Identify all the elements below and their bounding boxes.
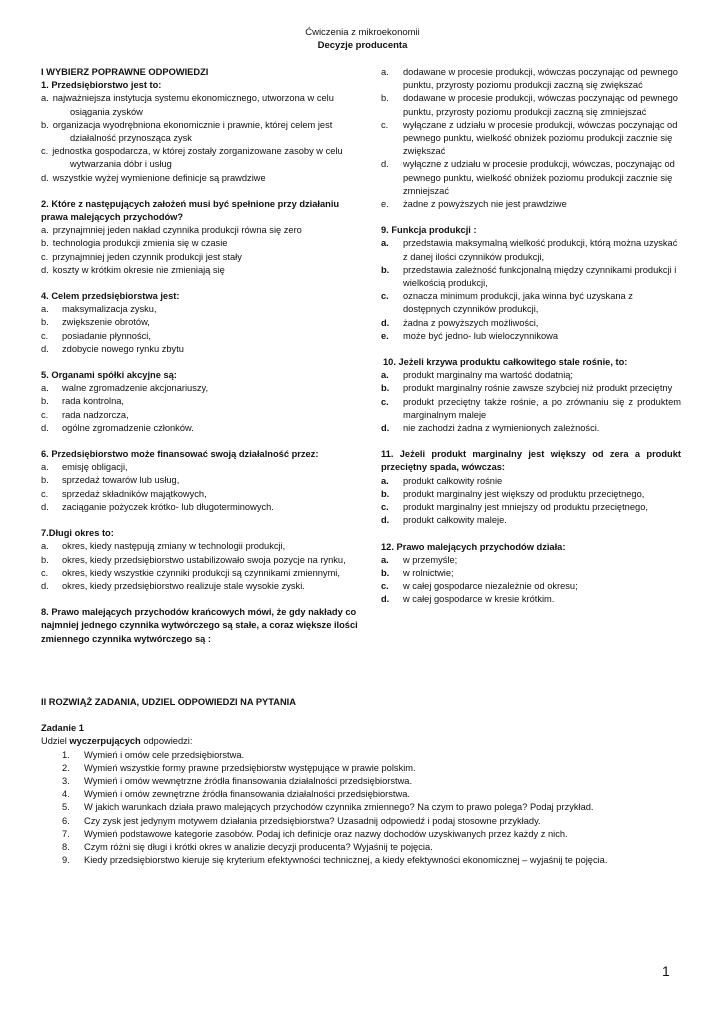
option-text: sprzedaż towarów lub usług,	[62, 475, 180, 486]
option-item	[41, 343, 361, 356]
section-2	[41, 696, 681, 867]
question-2	[41, 198, 361, 277]
option-item	[381, 369, 681, 382]
intro-text: odpowiedzi:	[140, 736, 193, 747]
task-number: 5.	[62, 802, 70, 813]
option-text: okres, kiedy przedsiębiorstwo realizuje stale wysokie zyski.	[62, 580, 305, 591]
option-text: rada nadzorcza,	[62, 409, 129, 420]
option-text: ogólne zgromadzenie członków.	[62, 422, 194, 433]
task-number: 6.	[62, 815, 70, 826]
option-item	[381, 66, 681, 92]
option-item	[381, 396, 681, 422]
task-number: 3.	[62, 776, 70, 787]
options-list	[381, 66, 681, 211]
page-header	[0, 26, 725, 52]
option-letter: a.	[41, 304, 49, 315]
option-letter: c.	[41, 251, 49, 262]
option-item	[381, 382, 681, 395]
task-1-title: Zadanie 1	[41, 723, 84, 734]
question-1	[41, 79, 361, 185]
options-list	[41, 540, 361, 593]
option-letter: b.	[381, 93, 389, 104]
option-text: w całej gospodarce w kresie krótkim.	[403, 594, 555, 605]
option-item	[381, 501, 681, 514]
question-5	[41, 369, 361, 435]
option-item	[41, 474, 361, 487]
option-letter: a.	[381, 238, 389, 249]
option-text: okres, kiedy następują zmiany w technologii produkcji,	[62, 541, 286, 552]
option-letter: c.	[381, 502, 389, 513]
option-item	[41, 145, 361, 171]
option-text: w całej gospodarce niezależnie od okresu;	[403, 581, 578, 592]
task-item	[41, 749, 681, 762]
task-text: Wymień podstawowe kategorie zasobów. Podaj ich definicje oraz nazwy dochodów uzyskiwanych przez każdy z nich.	[84, 828, 568, 839]
option-text: przynajmniej jeden czynnik produkcji jest stały	[52, 251, 242, 262]
option-item	[41, 554, 361, 567]
option-item	[41, 580, 361, 593]
option-letter: d.	[381, 423, 390, 434]
option-item	[41, 303, 361, 316]
option-text: emisję obligacji,	[62, 462, 128, 473]
task-text: W jakich warunkach działa prawo malejących przychodów czynnika zmiennego? Na czym to prawo polega? Podaj przykład.	[84, 802, 594, 813]
options-list	[41, 382, 361, 435]
option-letter: d.	[41, 501, 49, 512]
options-list	[381, 475, 681, 528]
option-letter: b.	[41, 238, 49, 249]
option-text: w rolnictwie;	[403, 567, 454, 578]
intro-text: Udziel	[41, 736, 70, 747]
question-title: 5. Organami spółki akcyjne są:	[41, 370, 177, 381]
option-letter: a.	[41, 541, 49, 552]
right-column	[381, 66, 681, 620]
option-text: w przemyśle;	[403, 554, 458, 565]
option-item	[381, 567, 681, 580]
option-text: dodawane w procesie produkcji, wówczas poczynając od pewnego punktu, przyrosty poziomu produkcji zaczną się zmniejszać	[403, 93, 678, 117]
question-title: 12. Prawo malejących przychodów działa:	[381, 541, 566, 552]
question-4	[41, 290, 361, 356]
option-letter: d.	[381, 515, 390, 526]
option-item	[381, 593, 681, 606]
option-letter: b.	[381, 264, 390, 275]
option-letter: a.	[381, 67, 389, 77]
option-text: produkt marginalny jest mniejszy od produktu przeciętnego,	[403, 502, 648, 513]
task-item	[41, 801, 681, 814]
option-item	[41, 382, 361, 395]
option-letter: d.	[381, 594, 390, 605]
option-item	[41, 488, 361, 501]
section-2-title: II ROZWIĄŻ ZADANIA, UDZIEL ODPOWIEDZI NA PYTANIA	[41, 697, 296, 707]
option-item	[381, 475, 681, 488]
task-text: Czym różni się długi i krótki okres w analizie decyzji producenta? Wyjaśnij te pojęcia.	[84, 842, 433, 853]
task-item	[41, 762, 681, 775]
option-letter: d.	[41, 172, 49, 183]
option-letter: b.	[41, 119, 49, 130]
question-title: 4. Celem przedsiębiorstwa jest:	[41, 291, 180, 302]
option-letter: c.	[41, 488, 49, 499]
option-item	[41, 237, 361, 250]
options-list	[41, 92, 361, 184]
option-letter: a.	[41, 383, 49, 394]
option-text: produkt całkowity rośnie	[403, 475, 503, 486]
option-letter: c.	[41, 409, 49, 420]
option-item	[381, 264, 681, 290]
option-text: produkt marginalny jest większy od produktu przeciętnego,	[403, 488, 645, 499]
option-item	[381, 330, 681, 343]
task-number: 7.	[62, 828, 70, 839]
option-item	[41, 119, 361, 145]
option-item	[381, 514, 681, 527]
task-text: Wymień i omów cele przedsiębiorstwa.	[84, 749, 245, 760]
task-item	[41, 775, 681, 788]
option-letter: a.	[381, 554, 389, 565]
question-12	[381, 541, 681, 607]
option-text: wyłączane z udziału w procesie produkcji, wówczas poczynając od pewnego punktu, wielkość obniżek poziomu produkcji zacznie się zwiększać	[403, 119, 678, 157]
option-text: wyłączne z udziału w procesie produkcji, wówczas, poczynając od pewnego punktu, wielkość obniżek poziomu produkcji zacznie się zmniejszać	[403, 159, 675, 196]
option-letter: b.	[381, 488, 390, 499]
option-item	[41, 92, 361, 118]
question-11	[381, 448, 681, 527]
option-text: rada kontrolna,	[62, 396, 125, 407]
option-item	[41, 540, 361, 553]
option-text: produkt całkowity maleje.	[403, 515, 507, 526]
question-6	[41, 448, 361, 514]
option-text: posiadanie płynności,	[62, 330, 151, 341]
question-8-options	[381, 66, 681, 211]
option-text: maksymalizacja zysku,	[62, 304, 157, 315]
option-letter: b.	[41, 396, 49, 407]
options-list	[381, 554, 681, 607]
option-letter: c.	[41, 330, 49, 341]
option-letter: e.	[381, 330, 389, 341]
left-column	[41, 66, 361, 659]
option-text: przedstawia maksymalną wielkość produkcji, którą można uzyskać z danej ilości czynników produkcji,	[403, 238, 678, 262]
option-letter: d.	[41, 422, 49, 433]
option-item	[41, 251, 361, 264]
question-title: 1. Przedsiębiorstwo jest to:	[41, 80, 162, 91]
options-list	[41, 303, 361, 356]
task-text: Czy zysk jest jedynym motywem działania przedsiębiorstwa? Uzasadnij odpowiedź i podaj stosowne przykłady.	[84, 815, 541, 826]
question-title: 6. Przedsiębiorstwo może finansować swoją działalność przez:	[41, 449, 319, 460]
question-title: 10. Jeżeli krzywa produktu całkowitego stale rośnie, to:	[383, 357, 628, 368]
option-item	[381, 422, 681, 435]
section-1-title: I WYBIERZ POPRAWNE ODPOWIEDZI	[41, 67, 209, 77]
option-letter: a.	[41, 93, 49, 104]
task-item	[41, 788, 681, 801]
option-item	[381, 92, 681, 118]
task-item	[41, 828, 681, 841]
question-7	[41, 527, 361, 593]
question-title: 2. Które z następujących założeń musi być spełnione przy działaniu prawa malejących przychodów?	[41, 198, 340, 223]
option-letter: a.	[381, 370, 389, 381]
option-text: zdobycie nowego rynku zbytu	[62, 343, 184, 354]
task-number: 9.	[62, 855, 70, 866]
option-item	[41, 316, 361, 329]
option-text: dodawane w procesie produkcji, wówczas poczynając od pewnego punktu, przyrosty poziomu produkcji zaczną się zwiększać	[403, 67, 678, 91]
question-9	[381, 224, 681, 343]
option-text: organizacja wyodrębniona ekonomicznie i prawnie, której celem jest działalność przynosząca zysk	[52, 119, 333, 144]
task-text: Wymień wszystkie formy prawne przedsiębiorstw występujące w prawie polskim.	[84, 762, 416, 773]
option-letter: d.	[41, 580, 49, 591]
option-item	[381, 158, 681, 198]
option-item	[381, 554, 681, 567]
task-item	[41, 815, 681, 828]
option-item	[41, 409, 361, 422]
option-text: zwiększenie obrotów,	[62, 317, 150, 328]
question-8	[41, 606, 361, 646]
option-letter: a.	[41, 462, 49, 473]
option-text: okres, kiedy wszystkie czynniki produkcji są czynnikami zmiennymi,	[62, 567, 340, 578]
task-number: 1.	[62, 749, 70, 760]
option-item	[381, 198, 681, 211]
document-title: Ćwiczenia z mikroekonomii	[305, 27, 420, 38]
task-1-list	[41, 749, 681, 868]
options-list	[381, 369, 681, 435]
option-item	[381, 488, 681, 501]
option-letter: b.	[41, 554, 49, 565]
option-letter: c.	[41, 146, 49, 157]
option-item	[41, 395, 361, 408]
option-text: okres, kiedy przedsiębiorstwo ustabilizowało swoja pozycje na rynku,	[62, 554, 346, 565]
question-title: 7.Długi okres to:	[41, 528, 114, 539]
task-number: 2.	[62, 762, 70, 773]
task-number: 4.	[62, 789, 70, 800]
option-letter: c.	[381, 581, 389, 592]
option-text: technologia produkcji zmienia się w czasie	[52, 238, 228, 249]
option-text: może być jedno- lub wieloczynnikowa	[403, 330, 559, 341]
task-item	[41, 841, 681, 854]
options-list	[41, 461, 361, 514]
option-letter: c.	[381, 119, 389, 130]
option-item	[41, 330, 361, 343]
option-text: żadna z powyższych możliwości,	[403, 317, 539, 328]
option-text: koszty w krótkim okresie nie zmieniają się	[52, 264, 225, 275]
option-text: zaciąganie pożyczek krótko- lub długoterminowych.	[62, 501, 274, 512]
option-item	[41, 567, 361, 580]
option-text: produkt marginalny ma wartość dodatnią;	[403, 370, 574, 381]
option-text: żadne z powyższych nie jest prawdziwe	[403, 199, 567, 210]
option-letter: b.	[41, 475, 49, 486]
task-text: Kiedy przedsiębiorstwo kieruje się kryterium efektywności technicznej, a kiedy efektywności ekonomicznej – wyjaśnij te pojęcia.	[84, 855, 608, 866]
option-item	[41, 264, 361, 277]
option-text: sprzedaż składników majątkowych,	[62, 488, 207, 499]
option-letter: b.	[381, 383, 390, 394]
option-item	[41, 224, 361, 237]
option-item	[381, 237, 681, 263]
option-letter: d.	[381, 317, 390, 328]
option-letter: d.	[381, 159, 389, 170]
option-letter: e.	[381, 199, 389, 210]
task-item	[41, 854, 681, 867]
option-text: przynajmniej jeden nakład czynnika produkcji równa się zero	[52, 225, 302, 236]
task-1-intro	[41, 735, 681, 748]
page-number: 1	[662, 963, 670, 979]
option-text: produkt marginalny rośnie zawsze szybciej niż produkt przeciętny	[403, 383, 673, 394]
question-title: 9. Funkcja produkcji :	[381, 225, 477, 236]
option-letter: b.	[381, 567, 390, 578]
option-item	[41, 422, 361, 435]
option-item	[381, 580, 681, 593]
option-letter: a.	[381, 475, 389, 486]
option-text: najważniejsza instytucja systemu ekonomicznego, utworzona w celu osiągania zysków	[52, 93, 334, 117]
option-item	[41, 172, 361, 185]
question-title: 8. Prawo malejących przychodów krańcowych mówi, że gdy nakłady co najmniej jednego czynnika wytwórczego są stałe, a coraz większe ilości zmiennego czynnika wytwórczego są :	[41, 607, 358, 644]
option-text: przedstawia zależność funkcjonalną między czynnikami produkcji i wielkością produkcji,	[403, 264, 677, 289]
option-text: oznacza minimum produkcji, jaka winna być uzyskana z dostępnych czynników produkcji,	[403, 291, 633, 315]
task-number: 8.	[62, 842, 70, 853]
option-letter: c.	[381, 396, 389, 407]
document-subtitle: Decyzje producenta	[317, 40, 408, 51]
intro-emphasis: wyczerpujących	[69, 736, 141, 747]
option-text: wszystkie wyżej wymienione definicje są prawdziwe	[52, 172, 266, 183]
option-item	[41, 501, 361, 514]
task-text: Wymień i omów zewnętrzne źródła finansowania działalności przedsiębiorstwa.	[84, 789, 410, 800]
task-text: Wymień i omów wewnętrzne źródła finansowania działalności przedsiębiorstwa.	[84, 776, 413, 787]
option-letter: c.	[381, 291, 389, 302]
option-item	[381, 290, 681, 316]
option-item	[381, 119, 681, 159]
option-letter: c.	[41, 567, 49, 578]
question-10	[381, 356, 681, 435]
option-letter: d.	[41, 264, 49, 275]
option-letter: b.	[41, 317, 49, 328]
option-letter: a.	[41, 225, 49, 236]
option-text: walne zgromadzenie akcjonariuszy,	[62, 383, 209, 394]
option-letter: d.	[41, 343, 49, 354]
option-item	[41, 461, 361, 474]
option-item	[381, 317, 681, 330]
option-text: nie zachodzi żadna z wymienionych zależności.	[403, 423, 600, 434]
options-list	[381, 237, 681, 343]
option-text: produkt przeciętny także rośnie, a po zrównaniu się z produktem marginalnym maleje	[403, 396, 681, 420]
question-title: 11. Jeżeli produkt marginalny jest większy od zera a produkt przeciętny spada, wówczas:	[381, 449, 681, 473]
option-text: jednostka gospodarcza, w której zostały zorganizowane zasoby w celu wytwarzania dóbr i usług	[52, 146, 343, 170]
options-list	[41, 224, 361, 277]
